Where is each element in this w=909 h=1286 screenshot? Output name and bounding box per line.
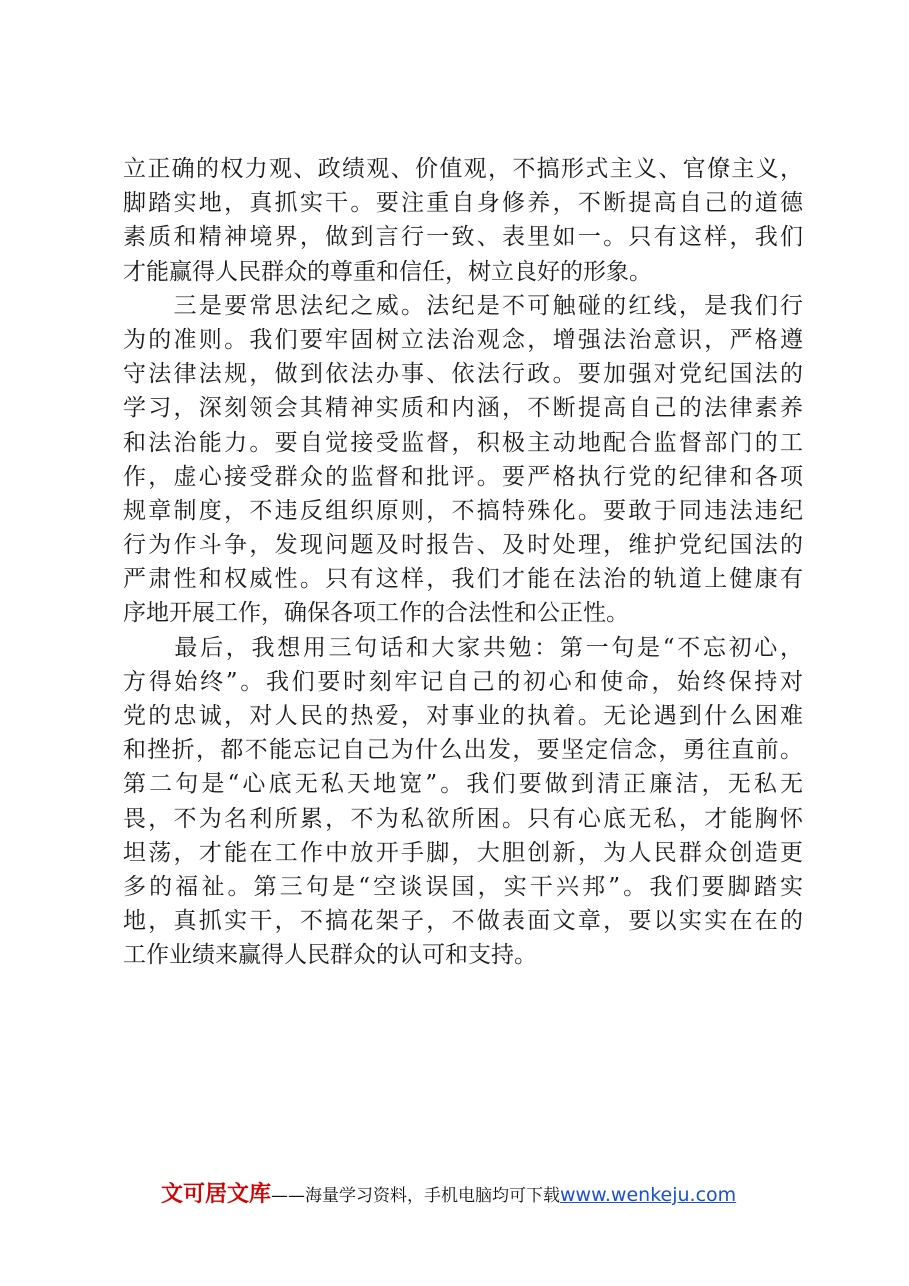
text-line: 地，真抓实干，不搞花架子，不做表面文章，要以实实在在的 bbox=[123, 908, 803, 935]
text-line: 守法律法规，做到依法办事、依法行政。要加强对党纪国法的 bbox=[123, 361, 803, 388]
text-line: 工作业绩来赢得人民群众的认可和支持。 bbox=[123, 942, 537, 969]
text-line: 和法治能力。要自觉接受监督，积极主动地配合监督部门的工 bbox=[123, 429, 803, 456]
footer-slogan: ——海量学习资料，手机电脑均可下载 bbox=[271, 1186, 561, 1206]
text-line: 为的准则。我们要牢固树立法治观念，增强法治意识，严格遵 bbox=[123, 326, 803, 353]
text-line: 立正确的权力观、政绩观、价值观，不搞形式主义、官僚主义， bbox=[123, 156, 803, 182]
text-line: 方得始终”。我们要时刻牢记自己的初心和使命，始终保持对 bbox=[123, 668, 803, 695]
text-line: 行为作斗争，发现问题及时报告、及时处理，维护党纪国法的 bbox=[123, 532, 803, 559]
text-line: 畏，不为名利所累，不为私欲所困。只有心底无私，才能胸怀 bbox=[123, 805, 803, 832]
text-line: 严肃性和权威性。只有这样，我们才能在法治的轨道上健康有 bbox=[123, 566, 803, 593]
text-line: 党的忠诚，对人民的热爱，对事业的执着。无论遇到什么困难 bbox=[123, 703, 803, 729]
text-line: 三是要常思法纪之威。法纪是不可触碰的红线，是我们行 bbox=[123, 292, 803, 319]
text-line: 和挫折，都不能忘记自己为什么出发，要坚定信念，勇往直前。 bbox=[123, 737, 803, 764]
text-line: 才能赢得人民群众的尊重和信任，树立良好的形象。 bbox=[123, 258, 652, 285]
brand-name: 文可居文库 bbox=[161, 1182, 272, 1207]
text-line: 规章制度，不违反组织原则，不搞特殊化。要敢于同违法违纪 bbox=[123, 497, 803, 524]
text-line: 作，虚心接受群众的监督和批评。要严格执行党的纪律和各项 bbox=[123, 463, 803, 490]
text-line: 序地开展工作，确保各项工作的合法性和公正性。 bbox=[123, 600, 629, 627]
text-line: 最后，我想用三句话和大家共勉：第一句是“不忘初心， bbox=[123, 634, 803, 661]
text-line: 学习，深刻领会其精神实质和内涵，不断提高自己的法律素养 bbox=[123, 395, 803, 422]
text-line: 坦荡，才能在工作中放开手脚，大胆创新，为人民群众创造更 bbox=[123, 839, 803, 866]
text-line: 脚踏实地，真抓实干。要注重自身修养，不断提高自己的道德 bbox=[123, 190, 803, 217]
text-line: 第二句是“心底无私天地宽”。我们要做到清正廉洁，无私无 bbox=[123, 771, 803, 798]
website-link[interactable]: www.wenkeju.com bbox=[560, 1184, 737, 1206]
text-line: 素质和精神境界，做到言行一致、表里如一。只有这样，我们 bbox=[123, 224, 803, 251]
footer-banner bbox=[161, 1181, 781, 1210]
document-body bbox=[123, 152, 803, 973]
text-line: 多的福祉。第三句是“空谈误国，实干兴邦”。我们要脚踏实 bbox=[123, 873, 803, 900]
